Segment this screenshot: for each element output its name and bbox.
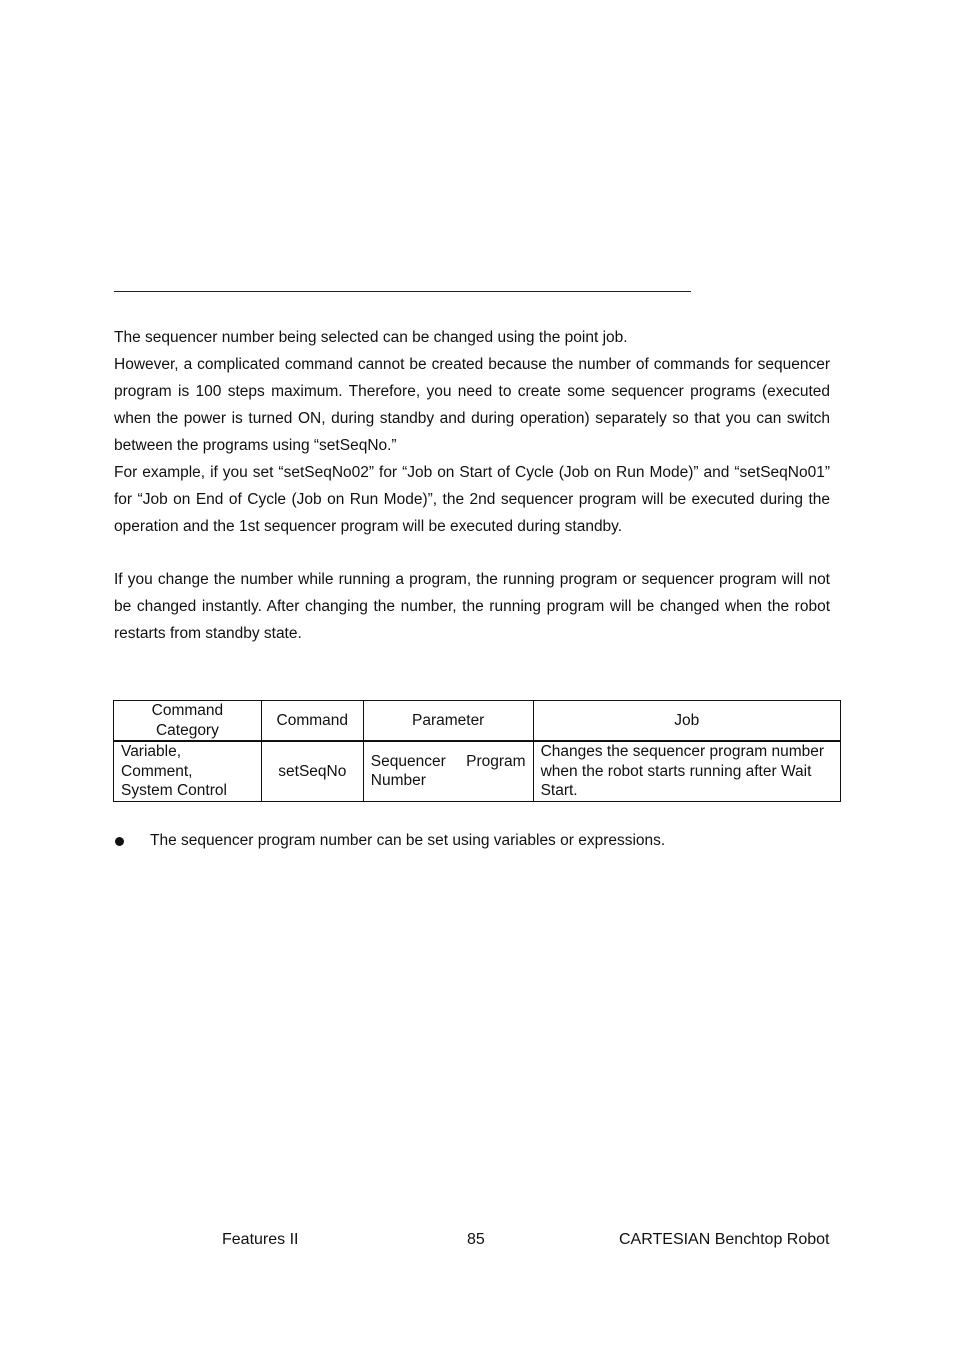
paragraph-running-change: If you change the number while running a program, the running program or sequencer program will not be changed instantly. After changing the number, the running program will be changed when the robot restarts from standby state.	[114, 571, 830, 642]
bullet-note-text: The sequencer program number can be set using variables or expressions.	[150, 832, 666, 849]
footer-page-number: 85	[467, 1231, 485, 1248]
cell-parameter: Sequencer Program Number	[363, 741, 533, 801]
running-change-paragraph	[114, 566, 830, 647]
bullet-note	[114, 829, 665, 853]
category-line: System Control	[121, 782, 227, 799]
cell-job: Changes the sequencer program number when the robot starts running after Wait Start.	[533, 741, 840, 801]
header-command-category: Command Category	[114, 701, 262, 742]
footer-section-title: Features II	[222, 1231, 299, 1248]
paragraph-step-limit: However, a complicated command cannot be created because the number of commands for sequencer program is 100 steps maximum. Therefore, you need to create some sequencer programs (executed when the power is turned ON, during standby and during operation) separately so that you can switch between the programs using “setSeqNo.”	[114, 356, 830, 454]
category-line: Variable,	[121, 743, 182, 760]
header-job: Job	[533, 701, 840, 742]
cell-command-category	[114, 741, 262, 801]
table-row	[114, 741, 841, 801]
header-command: Command	[261, 701, 363, 742]
paragraph-example: For example, if you set “setSeqNo02” for “Job on Start of Cycle (Job on Run Mode)” and “setSeqNo01” for “Job on End of Cycle (Job on Run Mode)”, the 2nd sequencer program will be executed during the operation and the 1st sequencer program will be executed during standby.	[114, 464, 830, 535]
header-parameter: Parameter	[363, 701, 533, 742]
command-table	[113, 700, 841, 802]
paragraph-point-job: The sequencer number being selected can be changed using the point job.	[114, 329, 628, 346]
intro-paragraphs	[114, 324, 830, 540]
table-header-row	[114, 701, 841, 742]
footer-product-name: CARTESIAN Benchtop Robot	[619, 1231, 830, 1248]
cell-command: setSeqNo	[261, 741, 363, 801]
category-line: Comment,	[121, 762, 193, 780]
bullet-dot-icon	[115, 837, 124, 846]
section-divider	[114, 291, 691, 292]
